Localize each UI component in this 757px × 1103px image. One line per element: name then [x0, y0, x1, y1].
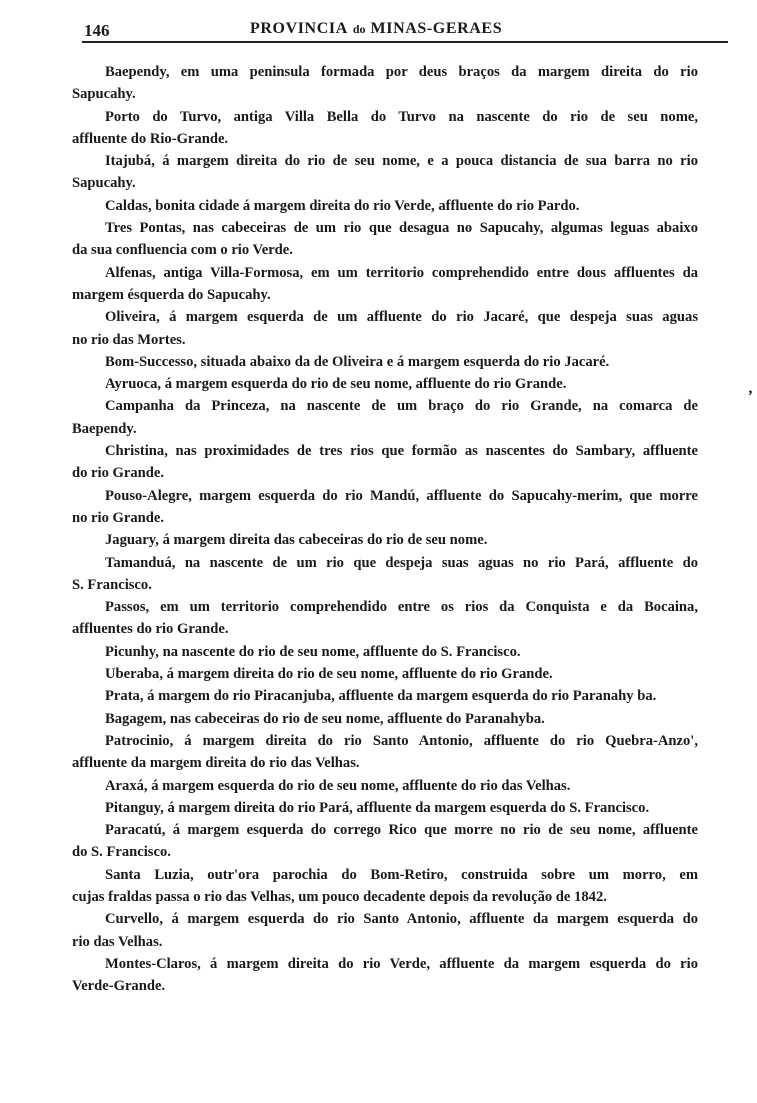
text-line: Prata, á margem do rio Piracanjuba, affluente da margem esquerda do rio Paranahy ba.: [105, 688, 657, 705]
text-line: Curvello, á margem esquerda do rio Santo Antonio, affluente da margem esquerda do: [105, 911, 698, 928]
paragraph: [72, 195, 698, 217]
text-line: cujas fraldas passa o rio das Velhas, um pouco decadente depois da revolução de 1842.: [72, 888, 607, 905]
text-line: Jaguary, á margem direita das cabeceiras do rio de seu nome.: [105, 532, 488, 549]
text-line: no rio Grande.: [72, 509, 165, 526]
text-line: Christina, nas proximidades de tres rios que formão as nascentes do Sambary, affluente: [105, 443, 698, 460]
body-text: [72, 61, 698, 997]
paragraph: [72, 150, 698, 195]
text-line: Sapucahy.: [72, 175, 136, 192]
paragraph: [72, 529, 698, 551]
page-number: 146: [84, 21, 110, 40]
paragraph: [72, 708, 698, 730]
text-line: Paracatú, á margem esquerda do corrego Rico que morre no rio de seu nome, affluente: [105, 822, 698, 839]
text-line: affluentes do rio Grande.: [72, 621, 229, 638]
paragraph: [72, 351, 698, 373]
paragraph: [72, 485, 698, 530]
text-line: Baependy, em uma peninsula formada por deus braços da margem direita do rio: [105, 64, 698, 80]
paragraph: [72, 306, 698, 351]
running-head-connector: do: [352, 22, 366, 36]
margin-mark-icon: ’: [747, 388, 753, 405]
paragraph: [72, 262, 698, 307]
text-line: Verde-Grande.: [72, 978, 166, 995]
text-line: Porto do Turvo, antiga Villa Bella do Turvo na nascente do rio de seu nome,: [105, 108, 698, 125]
text-line: Pouso-Alegre, margem esquerda do rio Mandú, affluente do Sapucahy-merim, que morre: [105, 487, 698, 504]
paragraph: [72, 106, 698, 151]
paragraph: [72, 730, 698, 775]
text-line: Pitanguy, á margem direita do rio Pará, affluente da margem esquerda do S. Francisco.: [105, 799, 650, 816]
text-line: Passos, em um territorio comprehendido entre os rios da Conquista e da Bocaina,: [105, 599, 698, 616]
text-line: Baependy.: [72, 420, 137, 437]
text-line: Montes-Claros, á margem direita do rio Verde, affluente da margem esquerda do rio: [105, 955, 698, 972]
text-line: Sapucahy.: [72, 86, 136, 103]
text-line: Picunhy, na nascente do rio de seu nome, affluente do S. Francisco.: [105, 643, 521, 660]
paragraph: [72, 440, 698, 485]
paragraph: [72, 217, 698, 262]
header-rule: [82, 41, 728, 43]
text-line: Tamanduá, na nascente de um rio que despeja suas aguas no rio Pará, affluente do: [105, 554, 698, 571]
text-line: Caldas, bonita cidade á margem direita do rio Verde, affluente do rio Pardo.: [105, 197, 580, 214]
text-line: Bagagem, nas cabeceiras do rio de seu nome, affluente do Paranahyba.: [105, 710, 545, 727]
text-line: Tres Pontas, nas cabeceiras de um rio que desagua no Sapucahy, algumas leguas abaixo: [105, 220, 698, 237]
running-head: [250, 20, 502, 38]
text-line: margem ésquerda do Sapucahy.: [72, 286, 271, 303]
paragraph: [72, 663, 698, 685]
text-line: no rio das Mortes.: [72, 331, 186, 348]
running-head-region: MINAS-GERAES: [370, 20, 503, 37]
text-line: Oliveira, á margem esquerda de um affluente do rio Jacaré, que despeja suas aguas: [105, 309, 698, 326]
running-head-main: PROVINCIA: [250, 20, 348, 37]
text-line: Itajubá, á margem direita do rio de seu nome, e a pouca distancia de sua barra no rio: [105, 153, 698, 170]
text-line: do S. Francisco.: [72, 844, 171, 861]
text-line: Santa Luzia, outr'ora parochia do Bom-Retiro, construida sobre um morro, em: [105, 866, 698, 883]
text-line: Uberaba, á margem direita do rio de seu nome, affluente do rio Grande.: [105, 666, 553, 683]
paragraph: [72, 775, 698, 797]
text-line: rio das Velhas.: [72, 933, 163, 950]
paragraph: [72, 373, 698, 395]
paragraph: [72, 596, 698, 641]
text-line: Araxá, á margem esquerda do rio de seu nome, affluente do rio das Velhas.: [105, 777, 571, 794]
text-line: Campanha da Princeza, na nascente de um braço do rio Grande, na comarca de: [105, 398, 698, 415]
paragraph: [72, 819, 698, 864]
paragraph: [72, 953, 698, 998]
text-line: da sua confluencia com o rio Verde.: [72, 242, 293, 259]
paragraph: [72, 552, 698, 597]
paragraph: [72, 908, 698, 953]
text-line: Ayruoca, á margem esquerda do rio de seu nome, affluente do rio Grande.: [105, 376, 567, 393]
text-line: S. Francisco.: [72, 576, 152, 593]
text-line: Bom-Successo, situada abaixo da de Oliveira e á margem esquerda do rio Jacaré.: [105, 353, 610, 370]
text-line: affluente da margem direita do rio das Velhas.: [72, 755, 360, 772]
text-line: affluente do Rio-Grande.: [72, 130, 229, 147]
paragraph: [72, 395, 698, 440]
paragraph: [72, 685, 698, 707]
paragraph: [72, 61, 698, 106]
text-line: Patrocinio, á margem direita do rio Santo Antonio, affluente do rio Quebra-Anzo',: [105, 732, 698, 749]
text-line: do rio Grande.: [72, 465, 165, 482]
paragraph: [72, 797, 698, 819]
paragraph: [72, 864, 698, 909]
paragraph: [72, 641, 698, 663]
text-line: Alfenas, antiga Villa-Formosa, em um territorio comprehendido entre dous affluentes da: [105, 264, 698, 281]
